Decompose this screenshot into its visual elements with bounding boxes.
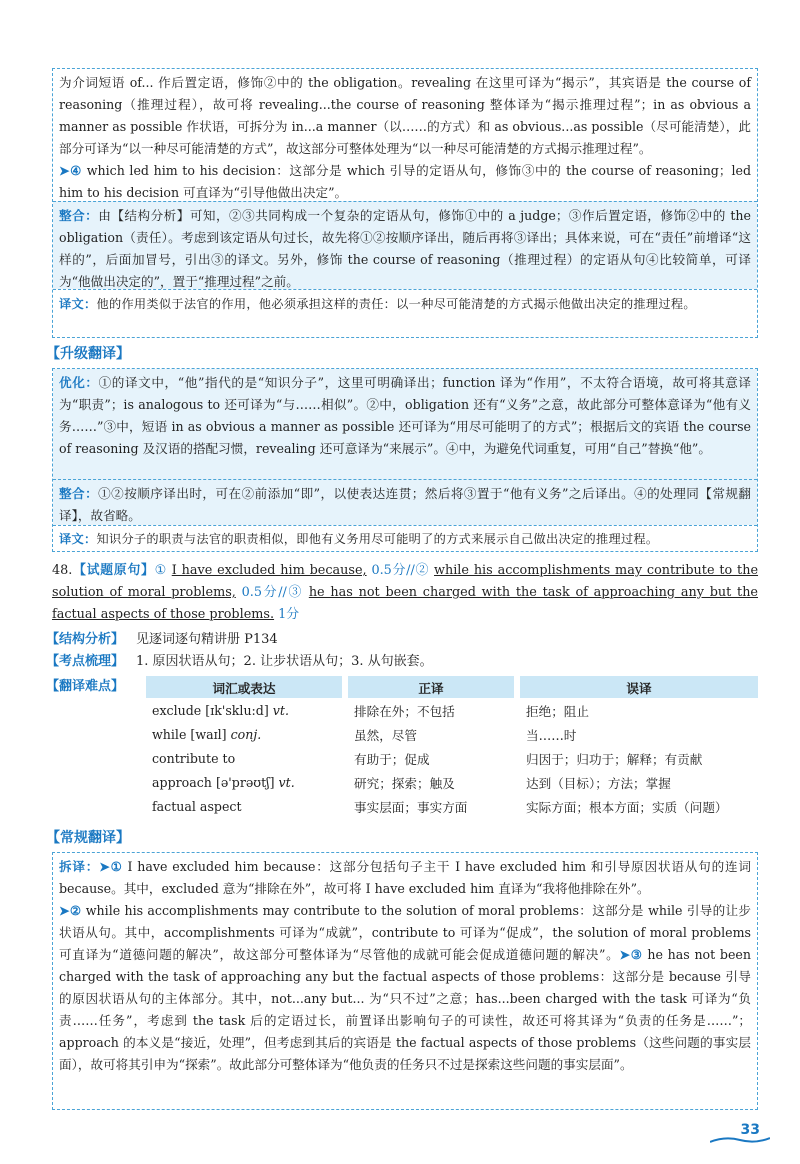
vocab-row [146,746,758,770]
vocab-correct: 虽然，尽管 [354,727,417,743]
score-3: 1分 [278,607,300,622]
vocab-header-row [146,676,758,698]
vocab-correct: 有助于；促成 [354,751,430,767]
structure-value: 见逐词逐句精讲册 P134 [136,632,278,647]
integrate-row-2 [53,479,757,525]
arrow-marker-2: ➤② [59,903,82,918]
split-label: 拆译： [59,859,100,874]
vocab-wrong: 当……时 [526,727,577,743]
col-header-correct: 正译 [348,676,514,698]
difficulty-label: 【翻译难点】 [46,679,125,694]
split-text-3: he has not been charged with the task of approaching any but the factual aspects of those problems：这部分是 because 引导的原因状语从句的主体部分。其中，not...any but... 为“只不过”之意；has...been charged with the task 可译为“负责……任务”，考虑到 the task 后的定语过长，前置译出影响句子的可读性，故还可将其译为“负责的任务是……”；approach 的本义是“接近，处理”，但考虑到其后的宾语是 the factual aspects of those problems（这些问题的事实层面），故可将其引申为“探索”。故此部分可整体译为“他负责的任务只不过是探索这些问题的事实层面”。 [59,947,751,1072]
vocab-word: approach [ə'prəʊtʃ] vt. [152,774,295,790]
vocab-row [146,770,758,794]
regular-translation-heading [46,827,130,847]
upgrade-translation-heading [46,343,130,363]
integrate-text: ①②按顺序译出时，可在②前添加“即”，以使表达连贯；然后将③置于“他有义务”之后译出。④的处理同【常规翻译】，故省略。 [59,486,752,523]
score-2: 0.5分 [241,585,279,600]
optimize-text: ①的译文中，“他”指代的是“知识分子”，这里可明确译出；function 译为“作用”，不太符合语境，故可将其意译为“职责”；is analogous to 还可译为“与……相似”。②中，obligation 还有“义务”之意，故此部分可整体意译为“他有义务……”③中，短语 in as obvious a manner as possible 还可译为“用尽可能明了的方式”；根据后文的宾语 the course of reasoning 及汉语的搭配习惯，revealing 还可意译为“来展示”。④中，为避免代词重复，可用“自己”替换“他”。 [59,375,751,456]
translation-row-2 [53,525,757,551]
segment-1: I have excluded him because, [171,563,367,578]
key-points [46,652,433,672]
circled-2: ② [414,563,430,578]
vocab-wrong: 实际方面；根本方面；实质（问题） [526,799,728,815]
vocab-table [146,676,758,818]
optimize-row [53,369,757,479]
separator-2: // [278,585,287,600]
translation-text: 他的作用类似于法官的作用，他必须承担这样的责任：以一种尽可能清楚的方式揭示他做出决定的推理过程。 [96,297,696,311]
analysis-box-3 [52,852,758,1110]
vocab-row [146,722,758,746]
integrate-label: 整合： [59,208,99,223]
vocab-wrong: 拒绝；阻止 [526,703,589,719]
vocab-word: factual aspect [152,798,242,814]
vocab-word: exclude [ɪk'sklu:d] vt. [152,702,289,718]
structure-label: 【结构分析】 [46,632,125,647]
vocab-row [146,698,758,722]
arrow-marker-3: ➤③ [619,947,643,962]
arrow-marker-4: ➤④ [59,163,83,178]
split-translation-row [53,853,757,1109]
vocab-correct: 研究；探索；触及 [354,775,455,791]
col-header-word: 词汇或表达 [146,676,342,698]
separator-1: // [406,563,415,578]
upgrade-title: 【升级翻译】 [46,346,130,362]
split-text-2: while his accomplishments may contribute to the solution of moral problems：这部分是 while 引导的让步状语从句。其中，accomplishments 可译为“成就”，contribute to 可译为“促成”，the solution of moral problems 可直译为“道德问题的解决”，故这部分可整体译为“尽管他的成就可能会促成道德问题的解决”。 [59,903,752,962]
integrate-row-1 [53,201,757,289]
arrow-marker-1: ➤① [99,859,123,874]
split-text-1: I have excluded him because：这部分包括句子主干 I have excluded him 和引导原因状语从句的连词 because。其中，excluded 意为“排除在外”，故可将 I have excluded him 直译为“我将他排除在外”。 [59,859,751,896]
vocab-word: contribute to [152,750,236,766]
analysis-p1: 为介词短语 of... 作后置定语，修饰②中的 the obligation。revealing 在这里可译为“揭示”，其宾语是 the course of reasoning（推理过程），故可将 revealing...the course of reasoning 整体译为“揭示推理过程”；in as obvious a manner as possible 作状语，可拆分为 in...a manner（以……的方式）和 as obvious...as possible（尽可能清楚），此部分可译为“以一种尽可能清楚的方式”，故这部分可整体处理为“以一种尽可能清楚的方式揭示推理过程”。 [59,75,751,156]
page-wave-decoration [710,1136,770,1144]
question-48-original [52,560,758,626]
translation-text: 知识分子的职责与法官的职责相似，即他有义务用尽可能明了的方式来展示自己做出决定的推理过程。 [96,532,659,546]
vocab-row [146,794,758,818]
col-header-wrong: 误译 [520,676,758,698]
points-label: 【考点梳理】 [46,654,125,669]
analysis-p2: which led him to his decision：这部分是 which 引导的定语从句，修饰③中的 the course of reasoning；led him to his decision 可直译为“引导他做出决定”。 [59,163,752,200]
translation-label: 译文： [59,297,97,311]
translation-difficulty [46,677,124,697]
analysis-box-1 [52,68,758,338]
vocab-wrong: 达到（目标）；方法；掌握 [526,775,671,791]
structure-analysis [46,630,278,650]
optimize-label: 优化： [59,375,99,390]
vocab-word: while [waɪl] conj. [152,726,262,742]
translation-row-1 [53,289,757,337]
vocab-correct: 排除在外；不包括 [354,703,455,719]
translation-label: 译文： [59,532,97,546]
vocab-wrong: 归因于；归功于；解释；有贡献 [526,751,703,767]
points-value: 1. 原因状语从句；2. 让步状语从句；3. 从句嵌套。 [136,654,433,669]
page-number: 33 [740,1122,760,1138]
vocab-correct: 事实层面；事实方面 [354,799,468,815]
integrate-text: 由【结构分析】可知，②③共同构成一个复杂的定语从句，修饰①中的 a judge；③作后置定语，修饰②中的 the obligation（责任）。考虑到该定语从句过长，故先将①②按顺序译出，随后再将③译出；具体来说，可在“责任”前增译“这样的”，后面加冒号，引出③的译文。另外，修饰 the course of reasoning（推理过程）的定语从句④比较简单，可译为“他做出决定的”，置于“推理过程”之前。 [59,208,751,289]
segment-3: he has not been charged with the task of approaching any but the factual aspects of those problems. [52,585,759,622]
score-1: 0.5分 [371,563,407,578]
original-sentence-label: 【试题原句】 [72,563,155,578]
question-number: 48. [52,563,73,578]
regular-title: 【常规翻译】 [46,830,130,846]
circled-1: ① [154,563,167,578]
segment-2: while his accomplishments may contribute to the solution of moral problems, [52,563,759,600]
circled-3: ③ [286,585,304,600]
integrate-label: 整合： [59,486,99,501]
analysis-paragraph [53,69,757,201]
analysis-box-2 [52,368,758,552]
